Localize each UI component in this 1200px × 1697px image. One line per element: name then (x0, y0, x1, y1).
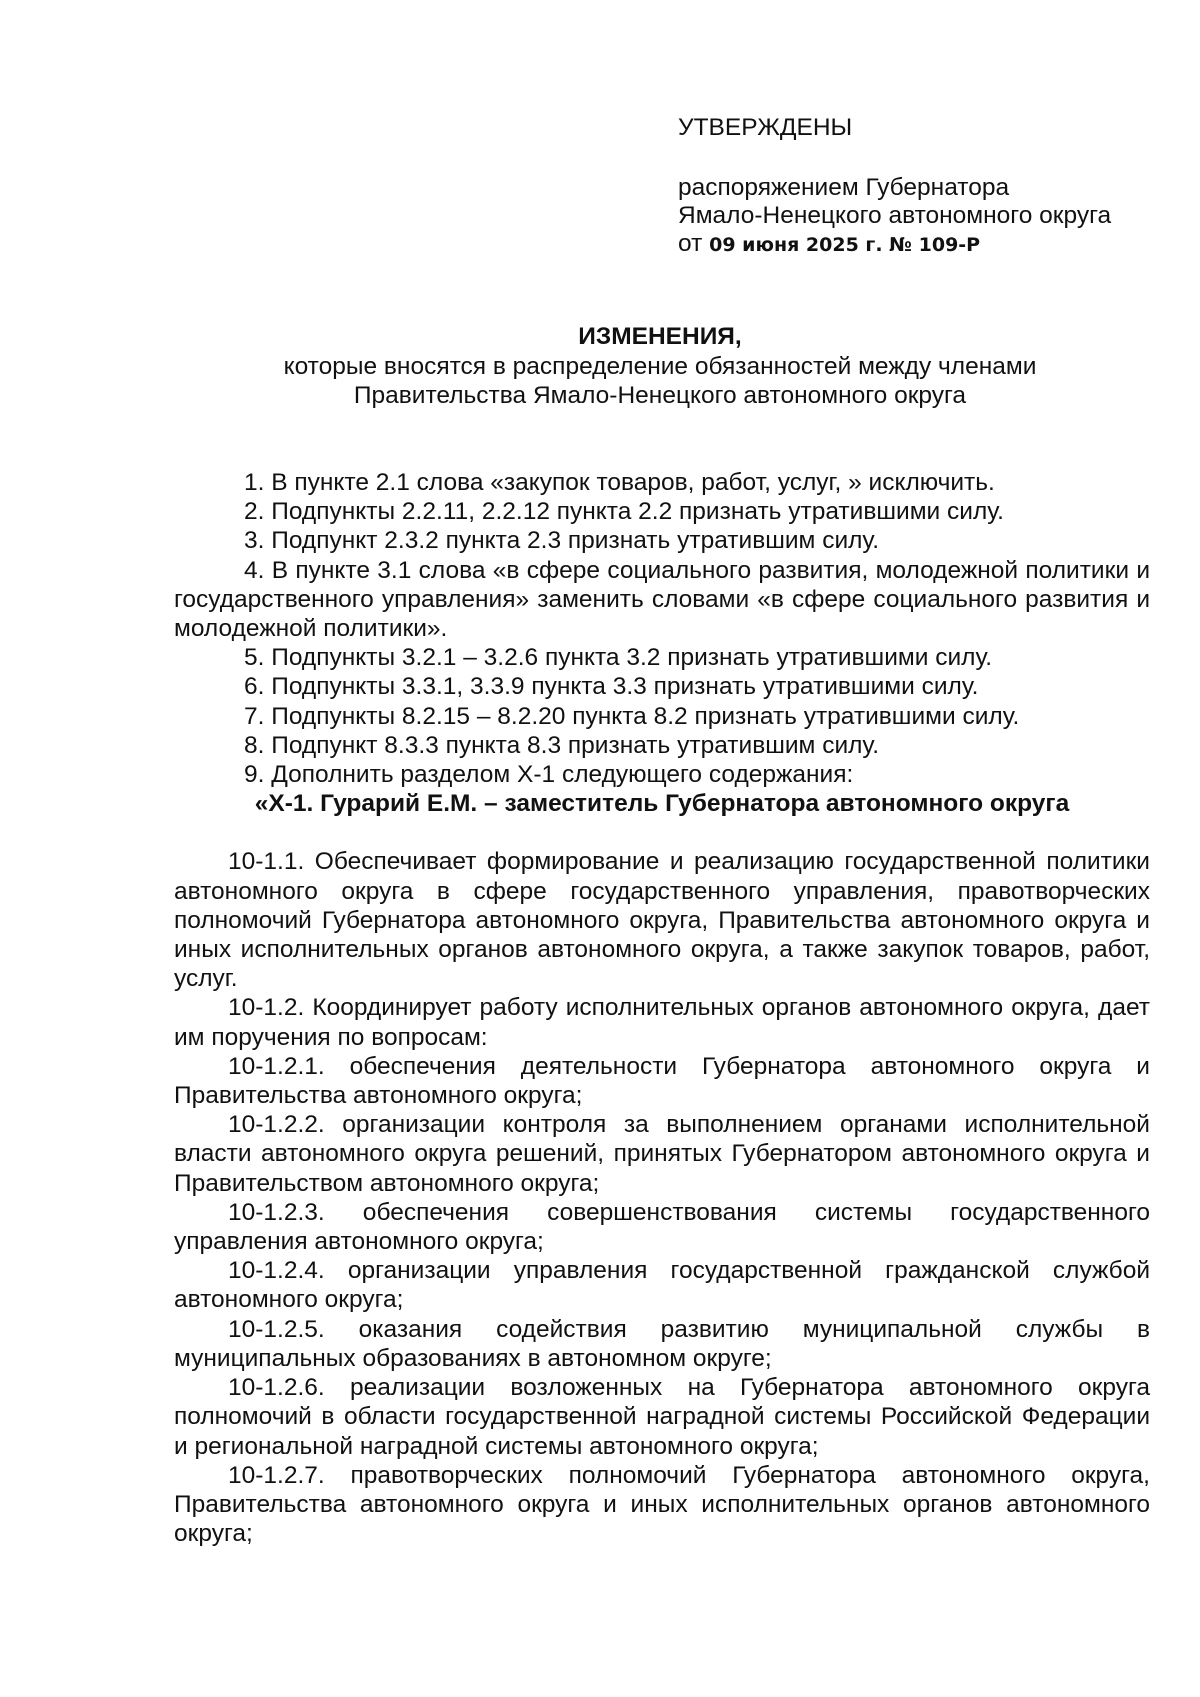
section-paragraph: 10-1.2.5. оказания содействия развитию муниципальной службы в муниципальных образованиях в автономном округе; (174, 1315, 1150, 1372)
document-title: ИЗМЕНЕНИЯ, (578, 323, 742, 350)
approval-line-2: Ямало-Ненецкого автономного округа (678, 202, 1112, 229)
list-item: 5. Подпункты 3.2.1 – 3.2.6 пункта 3.2 признать утратившими силу. (244, 644, 993, 672)
list-item: 6. Подпункты 3.3.1, 3.3.9 пункта 3.3 признать утратившими силу. (244, 673, 979, 701)
approval-block (678, 114, 1158, 259)
document-subtitle-line-1: которые вносятся в распределение обязанностей между членами (283, 353, 1037, 380)
list-item: 4. В пункте 3.1 слова «в сфере социального развития, молодежной политики и государственного управления» заменить словами «в сфере социального развития и молодежной политики». (174, 556, 1150, 643)
approval-date-line (678, 230, 1158, 259)
list-item: 9. Дополнить разделом X-1 следующего содержания: (244, 761, 854, 789)
section-paragraph: 10-1.2.3. обеспечения совершенствования системы государственного управления автономного округа; (174, 1198, 1150, 1256)
approval-date-prefix: от (678, 230, 710, 257)
section-paragraph: 10-1.2.6. реализации возложенных на Губернатора автономного округа полномочий в области государственной наградной системы Российской Федерации и региональной наградной системы автономного округа; (174, 1374, 1150, 1460)
section-paragraph: 10-1.2.1. обеспечения деятельности Губернатора автономного округа и Правительства автономного округа; (174, 1052, 1150, 1110)
list-item: 7. Подпункты 8.2.15 – 8.2.20 пункта 8.2 признать утратившими силу. (244, 702, 1020, 730)
list-item: 3. Подпункт 2.3.2 пункта 2.3 признать утратившим силу. (244, 527, 880, 555)
section-heading: «X-1. Гурарий Е.М. – заместитель Губернатора автономного округа (254, 790, 1070, 818)
list-item: 2. Подпункты 2.2.11, 2.2.12 пункта 2.2 признать утратившими силу. (244, 498, 1004, 526)
section-paragraph: 10-1.2.2. организации контроля за выполнением органами исполнительной власти автономного округа решений, принятых Губернатором автономного округа и Правительством автономного округа; (174, 1111, 1150, 1197)
section-paragraph: 10-1.2.7. правотворческих полномочий Губернатора автономного округа, Правительства автономного округа и иных исполнительных органов автономного округа; (174, 1461, 1150, 1548)
document-body (174, 468, 1150, 1548)
section-paragraph: 10-1.2. Координирует работу исполнительных органов автономного округа, дает им поручения по вопросам: (174, 994, 1150, 1051)
approval-line-1: распоряжением Губернатора (678, 174, 1010, 201)
section-paragraph: 10-1.2.4. организации управления государственной гражданской службой автономного округа; (174, 1257, 1150, 1314)
list-item: 8. Подпункт 8.3.3 пункта 8.3 признать утратившим силу. (244, 731, 880, 759)
section-paragraph: 10-1.1. Обеспечивает формирование и реализацию государственной политики автономного округа в сфере государственного управления, правотворческих полномочий Губернатора автономного округа, Правительства автономного округа и иных исполнительных органов автономного округа, а также закупок товаров, работ, услуг. (174, 848, 1150, 993)
list-item: 1. В пункте 2.1 слова «закупок товаров, работ, услуг, » исключить. (244, 469, 995, 496)
document-subtitle-line-2: Правительства Ямало-Ненецкого автономного округа (353, 382, 967, 409)
approval-date-number: 09 июня 2025 г. № 109-Р (709, 234, 981, 256)
approval-title: УТВЕРЖДЕНЫ (678, 114, 853, 141)
